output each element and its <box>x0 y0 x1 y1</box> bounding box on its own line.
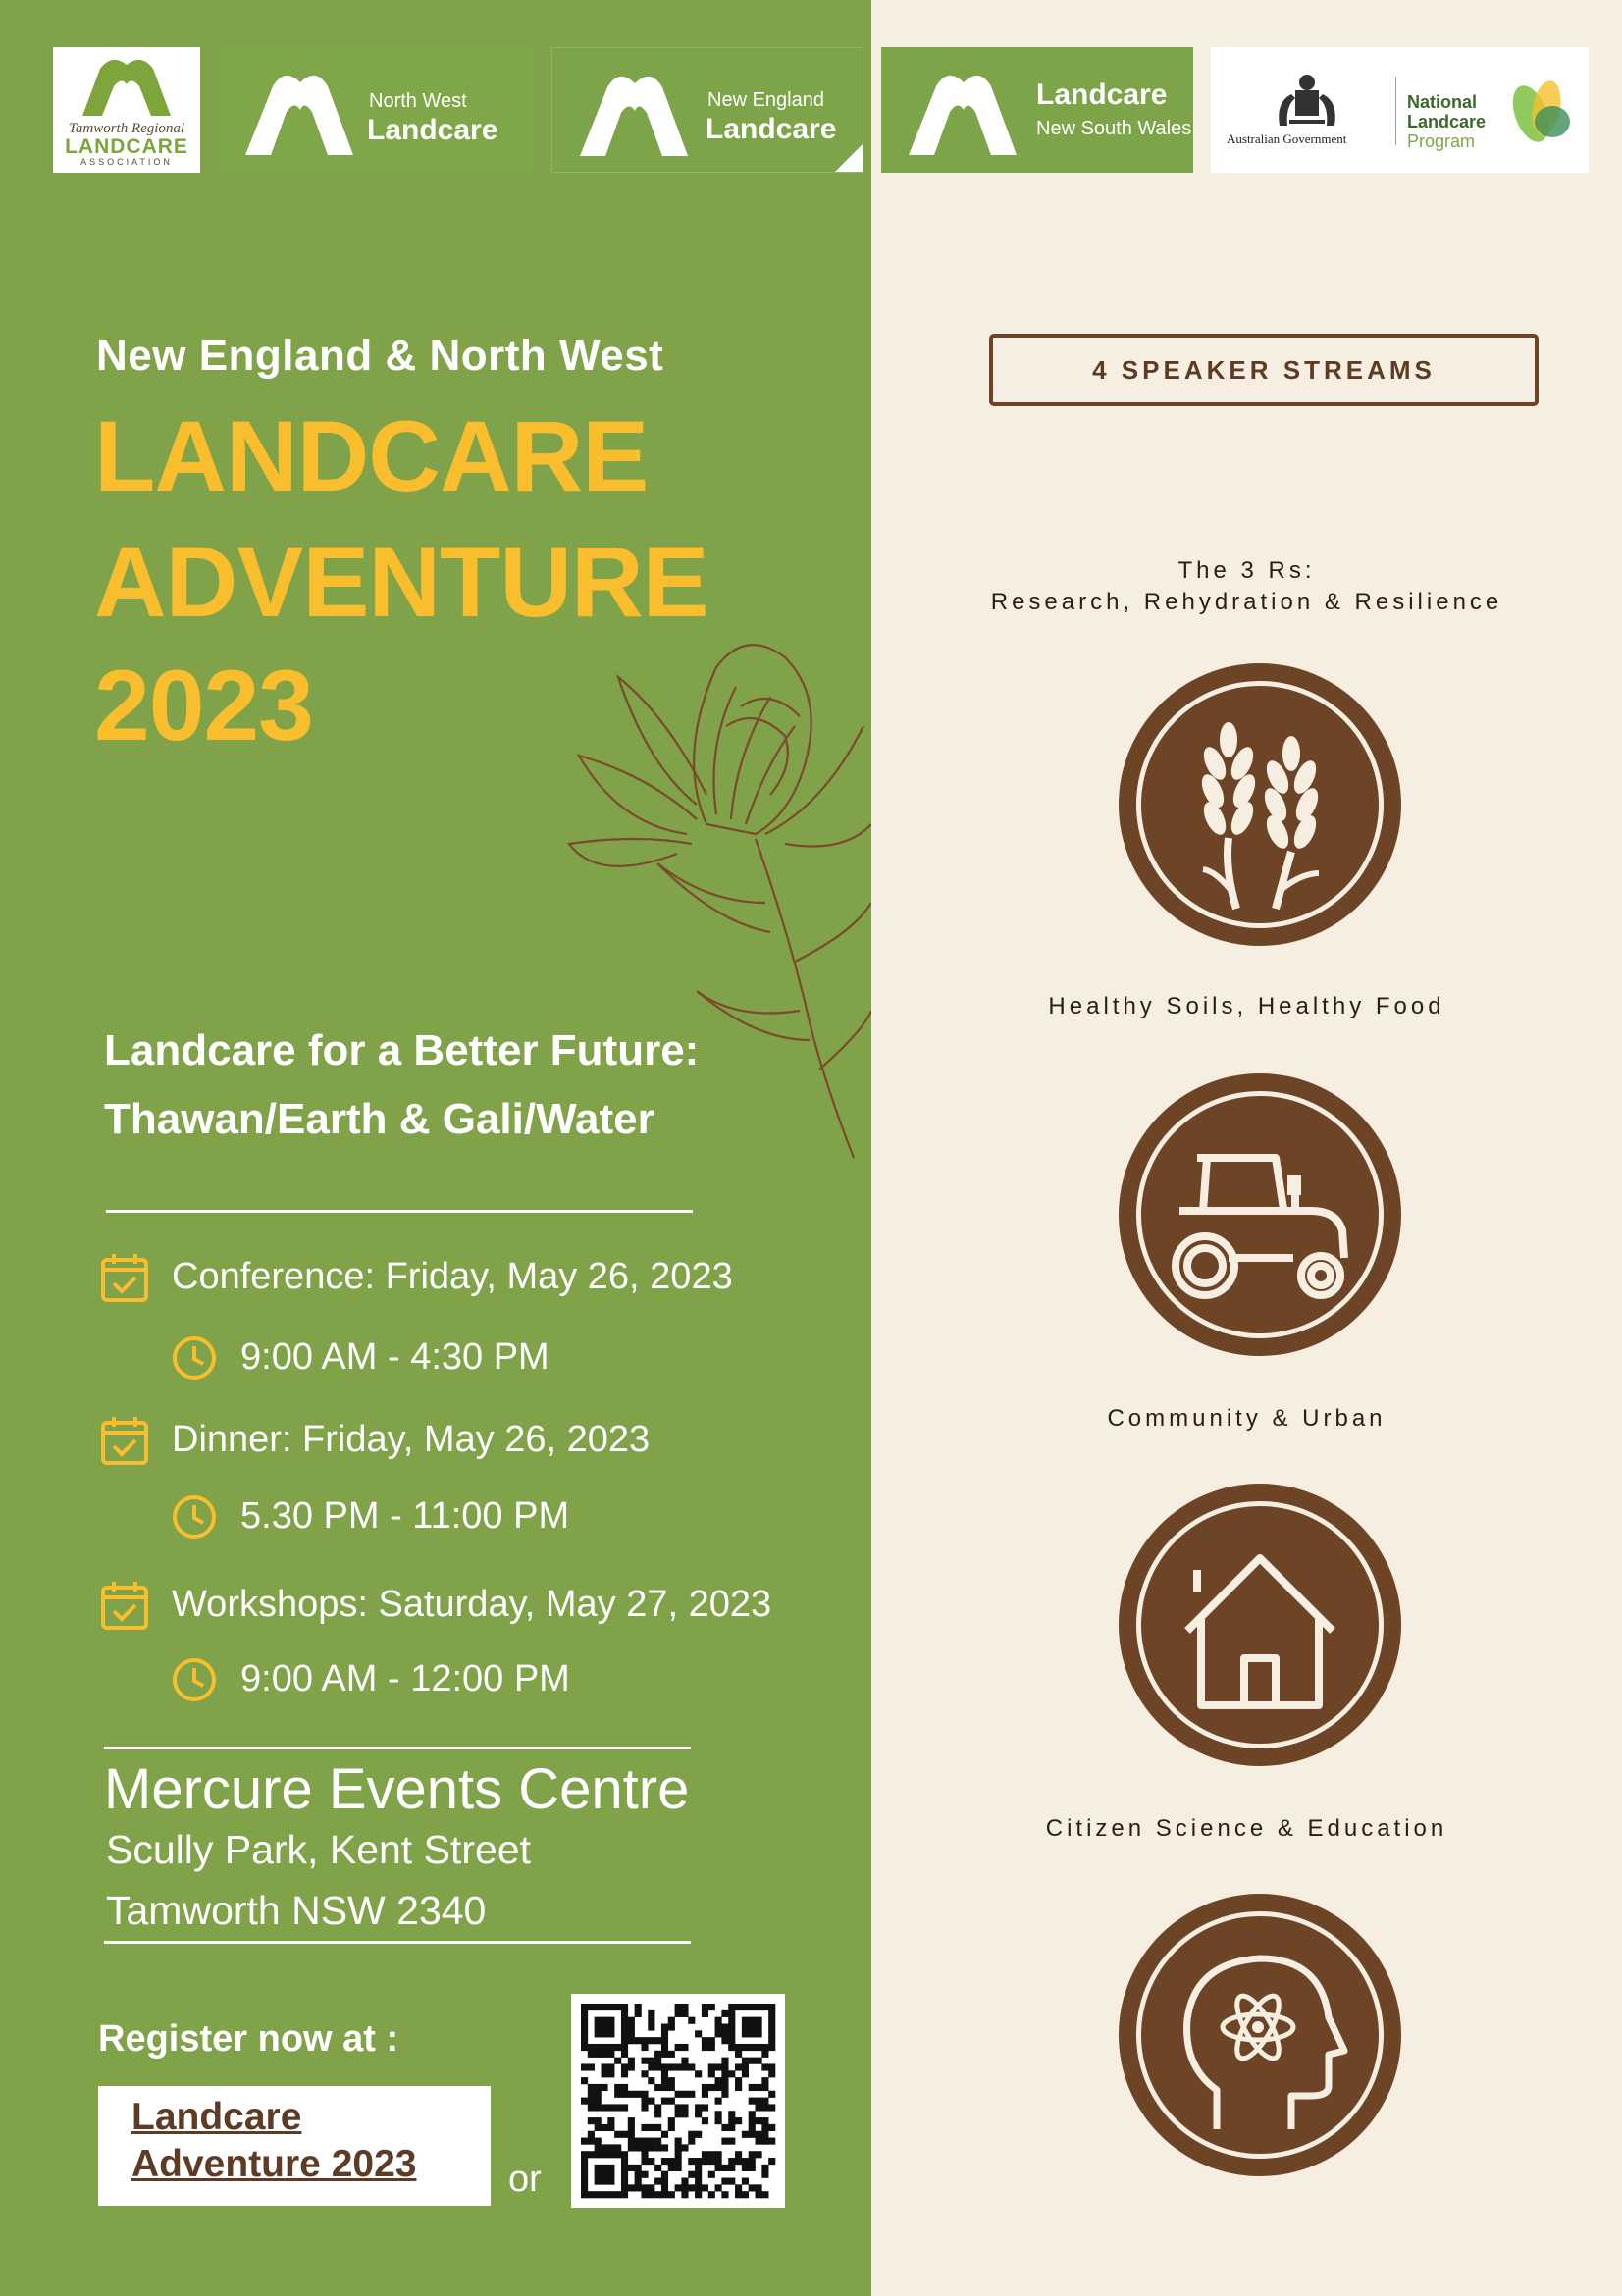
schedule-item-label: Dinner: Friday, May 26, 2023 <box>172 1419 651 1460</box>
tractor-icon <box>1119 1073 1401 1356</box>
event-title-line2: ADVENTURE <box>94 526 708 638</box>
venue-name: Mercure Events Centre <box>104 1757 690 1821</box>
nsw-logo-big: Landcare <box>1036 78 1168 111</box>
hands-icon <box>903 63 1020 161</box>
clock-icon <box>171 1493 218 1540</box>
stream-title <box>871 555 1622 618</box>
new-england-logo-big: Landcare <box>706 113 837 145</box>
schedule-item-time: 5.30 PM - 11:00 PM <box>240 1495 570 1537</box>
hands-icon <box>53 47 200 126</box>
tamworth-logo-line2: LANDCARE <box>65 135 188 158</box>
stream-title-line1: The 3 Rs: <box>1177 557 1316 584</box>
divider-line <box>106 1210 693 1213</box>
calendar-check-icon <box>100 1252 149 1303</box>
stream-title-line2: Research, Rehydration & Resilience <box>990 589 1503 615</box>
divider-line <box>104 1941 691 1944</box>
stream-title-line1: Community & Urban <box>1107 1405 1387 1432</box>
tamworth-logo-text <box>53 121 200 167</box>
stream-title-line1: Healthy Soils, Healthy Food <box>1048 993 1445 1019</box>
stream-icon-circle <box>1119 663 1401 946</box>
schedule-item-label: Conference: Friday, May 26, 2023 <box>172 1256 733 1297</box>
protea-flower-illustration <box>559 608 871 1177</box>
hands-icon <box>574 64 692 162</box>
stream-icon-circle <box>1119 1073 1401 1356</box>
tamworth-landcare-logo <box>53 47 200 173</box>
schedule-item-time: 9:00 AM - 4:30 PM <box>240 1336 549 1378</box>
stream-title-line1: Citizen Science & Education <box>1045 1815 1448 1842</box>
event-theme-line2: Thawan/Earth & Gali/Water <box>104 1095 654 1143</box>
schedule-item-label: Workshops: Saturday, May 27, 2023 <box>172 1584 772 1625</box>
stream-icon-circle <box>1119 1484 1401 1766</box>
register-link-line1[interactable]: Landcare <box>131 2096 302 2138</box>
coat-of-arms-icon <box>1266 69 1348 130</box>
leaf-icon <box>1503 75 1578 149</box>
event-title-line3: 2023 <box>94 650 313 761</box>
australian-government-label: Australian Government <box>1227 131 1347 146</box>
register-link[interactable] <box>98 2086 491 2206</box>
government-logo <box>1211 47 1589 173</box>
national-landcare-program-label <box>1407 92 1486 151</box>
qr-code-pattern <box>571 1994 785 2208</box>
logo-divider <box>1395 77 1396 145</box>
tamworth-logo-line1: Tamworth Regional <box>68 121 185 136</box>
event-theme-line1: Landcare for a Better Future: <box>104 1026 700 1074</box>
north-west-landcare-logo <box>218 47 532 173</box>
logo-corner-mark <box>835 144 863 172</box>
calendar-check-icon <box>100 1415 149 1466</box>
stream-title <box>871 1403 1622 1435</box>
divider-line <box>104 1747 691 1749</box>
stream-title <box>871 991 1622 1022</box>
hands-icon <box>239 63 357 161</box>
stream-icon-circle <box>1119 1894 1401 2176</box>
nlp-line2: Landcare <box>1407 112 1487 131</box>
qr-code[interactable] <box>571 1994 785 2208</box>
register-prompt: Register now at : <box>98 2018 399 2060</box>
north-west-logo-small: North West <box>369 90 467 112</box>
stream-title <box>871 1813 1622 1845</box>
venue-address-line2: Tamworth NSW 2340 <box>106 1888 487 1933</box>
nsw-logo-small: New South Wales <box>1036 118 1192 139</box>
venue-address-line1: Scully Park, Kent Street <box>106 1827 531 1872</box>
atom-head-icon <box>1119 1894 1401 2176</box>
speaker-streams-heading: 4 SPEAKER STREAMS <box>989 334 1539 406</box>
register-link-line2[interactable]: Adventure 2023 <box>131 2143 417 2185</box>
or-label: or <box>508 2159 542 2200</box>
nlp-line3: Program <box>1407 131 1476 151</box>
calendar-check-icon <box>100 1580 149 1631</box>
clock-icon <box>171 1334 218 1382</box>
clock-icon <box>171 1656 218 1703</box>
event-title-line1: LANDCARE <box>94 400 649 512</box>
landcare-nsw-logo <box>881 47 1193 173</box>
new-england-landcare-logo <box>551 47 863 173</box>
new-england-logo-small: New England <box>707 89 824 111</box>
tamworth-logo-line3: ASSOCIATION <box>80 157 173 167</box>
event-region: New England & North West <box>96 332 664 380</box>
north-west-logo-big: Landcare <box>367 114 498 146</box>
wheat-icon <box>1119 663 1401 946</box>
schedule-item-time: 9:00 AM - 12:00 PM <box>240 1658 570 1699</box>
house-icon <box>1119 1484 1401 1766</box>
nlp-line1: National <box>1407 92 1478 112</box>
